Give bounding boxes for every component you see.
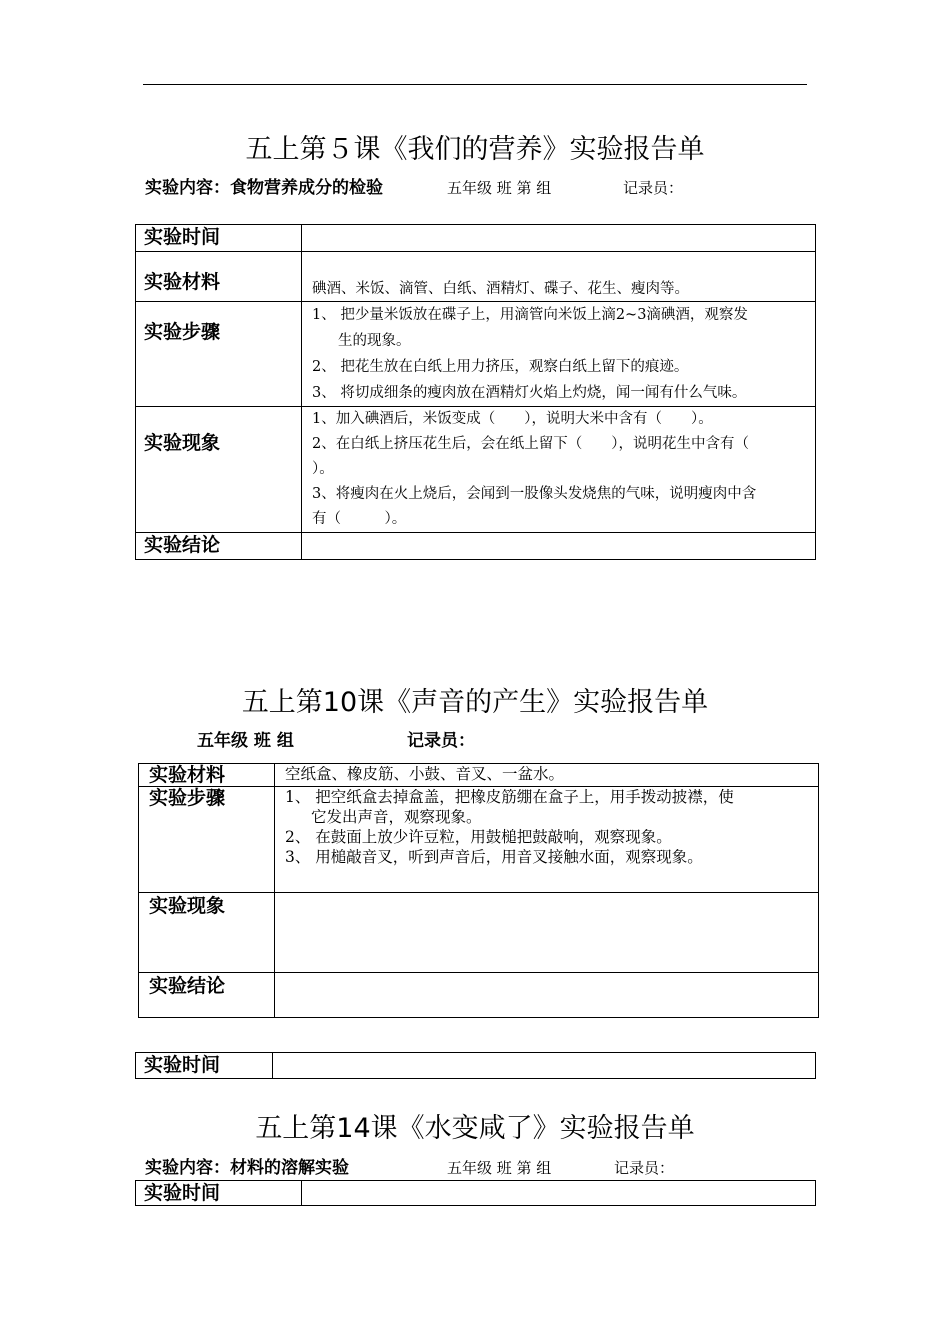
step-line: 生的现象。 [338, 333, 411, 349]
lesson10-recorder: 记录员： [407, 731, 475, 751]
header-rule [143, 84, 807, 85]
lesson5-table [135, 224, 816, 560]
steps-value [275, 787, 819, 893]
table-row [136, 252, 816, 302]
step-line: 1、 把空纸盒去掉盒盖，把橡皮筋绷在盒子上，用手拨动披襟，使 [285, 788, 734, 806]
row-label-conclusion: 实验结论 [139, 973, 275, 1018]
row-label-steps: 实验步骤 [136, 302, 302, 407]
lesson10-class-meta: 五年级 班 组 [197, 731, 294, 751]
phenomenon-line: 1、加入碘酒后，米饭变成（ ），说明大米中含有（ ）。 [312, 411, 713, 427]
time-value[interactable] [273, 1053, 816, 1079]
table-row [136, 407, 816, 533]
table-row [136, 225, 816, 252]
row-label-time: 实验时间 [136, 1053, 273, 1079]
table-row [139, 973, 819, 1018]
lesson14-table [135, 1180, 816, 1206]
materials-value [302, 252, 816, 302]
phenomenon-line: 有（ ）。 [312, 511, 407, 527]
materials-value [275, 764, 819, 787]
steps-value [302, 302, 816, 407]
lesson5-content-label: 实验内容：食物营养成分的检验 [145, 178, 383, 198]
conclusion-value[interactable] [275, 973, 819, 1018]
lesson5-recorder: 记录员： [623, 179, 684, 197]
step-line: 1、 把少量米饭放在碟子上，用滴管向米饭上滴2~3滴碘酒，观察发 [312, 307, 748, 323]
phenomena-value[interactable] [275, 893, 819, 973]
row-label-materials: 实验材料 [136, 252, 302, 302]
row-label-phenomena: 实验现象 [139, 893, 275, 973]
lesson5-title: 五上第５课《我们的营养》实验报告单 [245, 134, 705, 165]
step-line: 3、 用槌敲音叉，听到声音后，用音叉接触水面，观察现象。 [285, 848, 703, 866]
lesson5-class-meta: 五年级 班 第 组 [447, 179, 552, 197]
phenomenon-line: 3、将瘦肉在火上烧后，会闻到一股像头发烧焦的气味，说明瘦肉中含 [312, 486, 757, 502]
lesson14-class-meta: 五年级 班 第 组 [447, 1159, 552, 1177]
step-line: 3、 将切成细条的瘦肉放在酒精灯火焰上灼烧，闻一闻有什么气味。 [312, 385, 747, 401]
table-row [139, 787, 819, 893]
materials-text: 空纸盒、橡皮筋、小鼓、音叉、一盆水。 [285, 765, 565, 783]
table-row [136, 302, 816, 407]
table-row [139, 893, 819, 973]
phenomenon-line: 2、在白纸上挤压花生后，会在纸上留下（ ），说明花生中含有（ [312, 436, 749, 452]
lesson14-content-label: 实验内容：材料的溶解实验 [145, 1158, 349, 1178]
lesson10-title: 五上第10课《声音的产生》实验报告单 [241, 687, 709, 718]
row-label-steps: 实验步骤 [139, 787, 275, 893]
lesson14-recorder: 记录员： [614, 1159, 675, 1177]
lesson10-table [138, 763, 819, 1018]
step-line: 它发出声音，观察现象。 [311, 808, 482, 826]
row-label-materials: 实验材料 [139, 764, 275, 787]
row-label-time: 实验时间 [136, 225, 302, 252]
lesson10-time-table [135, 1052, 816, 1079]
time-value[interactable] [302, 1181, 816, 1206]
time-value[interactable] [302, 225, 816, 252]
conclusion-value[interactable] [302, 533, 816, 560]
row-label-time: 实验时间 [136, 1181, 302, 1206]
lesson14-title: 五上第14课《水变咸了》实验报告单 [255, 1113, 695, 1144]
materials-text: 碘酒、米饭、滴管、白纸、酒精灯、碟子、花生、瘦肉等。 [312, 281, 689, 297]
phenomena-value [302, 407, 816, 533]
step-line: 2、 把花生放在白纸上用力挤压，观察白纸上留下的痕迹。 [312, 359, 689, 375]
phenomenon-line: ）。 [312, 461, 334, 477]
table-row [139, 764, 819, 787]
step-line: 2、 在鼓面上放少许豆粒，用鼓槌把鼓敲响，观察现象。 [285, 828, 672, 846]
table-row [136, 1053, 816, 1079]
table-row [136, 533, 816, 560]
row-label-phenomena: 实验现象 [136, 407, 302, 533]
row-label-conclusion: 实验结论 [136, 533, 302, 560]
table-row [136, 1181, 816, 1206]
